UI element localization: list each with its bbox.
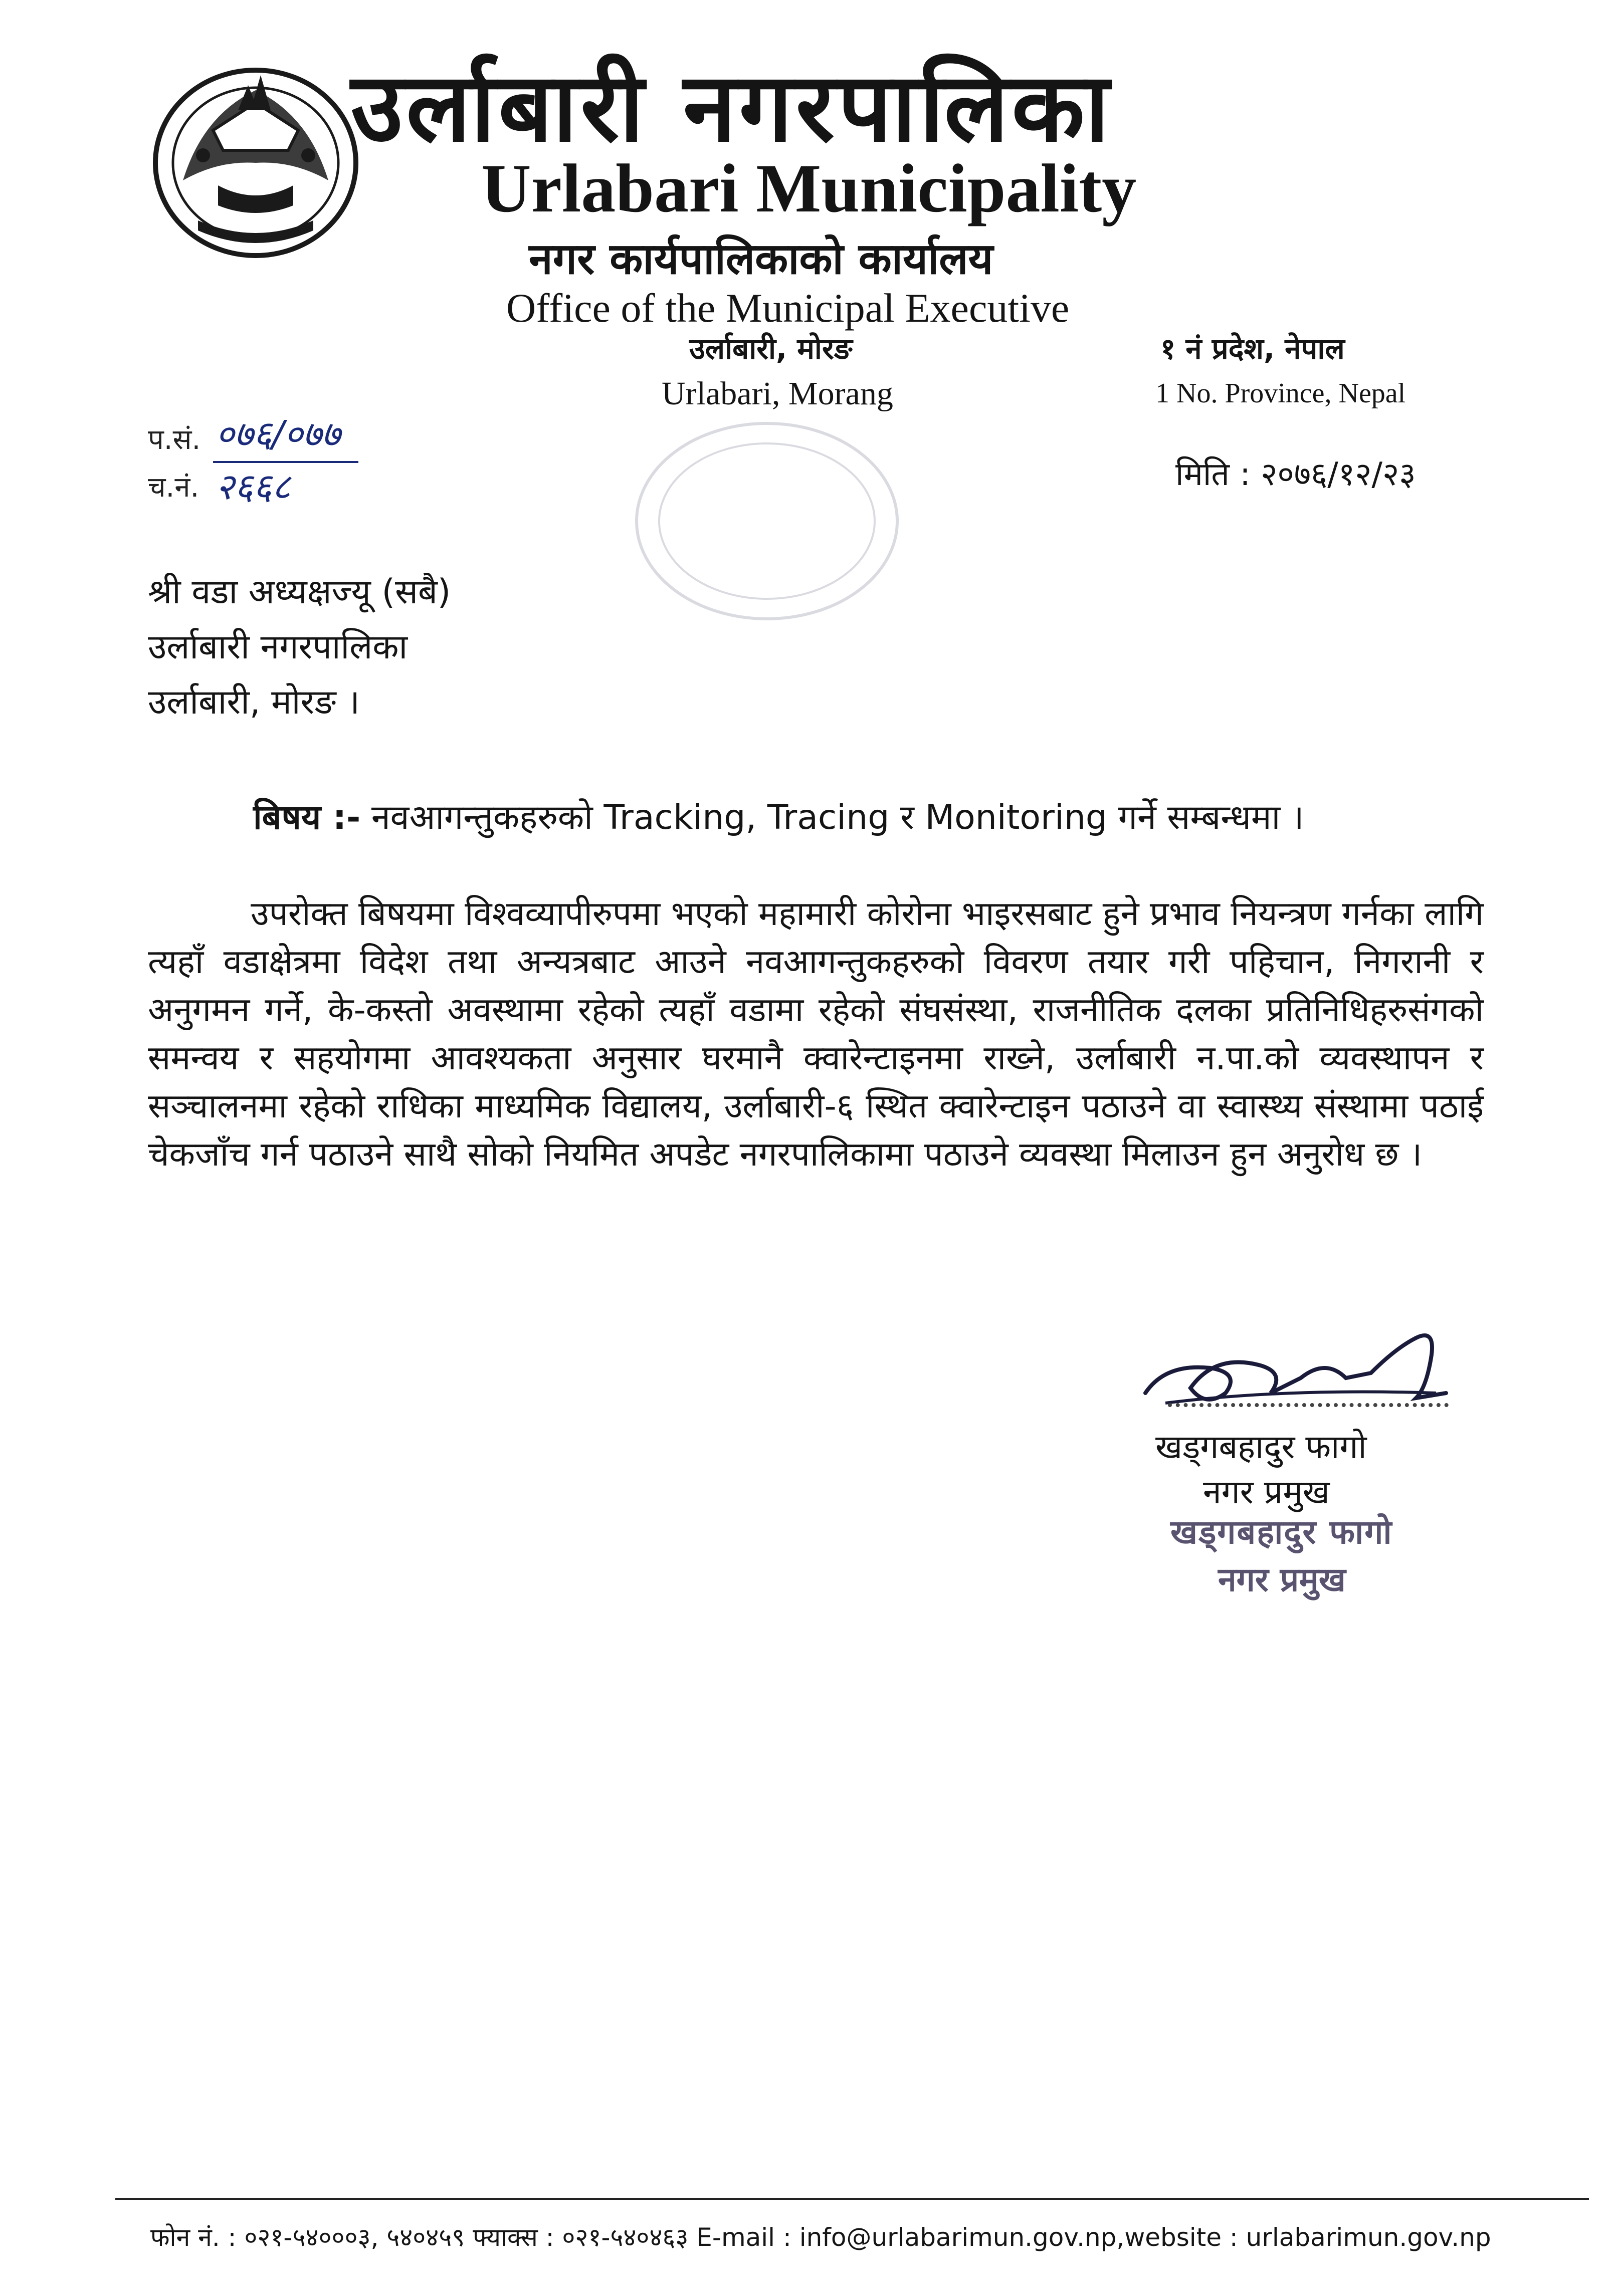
province-english: 1 No. Province, Nepal (1155, 378, 1406, 409)
office-title-english: Office of the Municipal Executive (506, 285, 1070, 331)
patra-sankhya-label: प.सं. (148, 423, 201, 456)
office-seal-stamp (627, 416, 907, 626)
nepal-emblem-icon (143, 55, 368, 266)
signer-title: नगर प्रमुख (1203, 1473, 1330, 1511)
location-english: Urlabari, Morang (662, 375, 893, 412)
letter-date: मिति : २०७६/१२/२३ (1175, 456, 1416, 493)
office-title-nepali: नगर कार्यपालिकाको कार्यालय (529, 234, 993, 284)
handwritten-signature (1135, 1318, 1476, 1423)
signature-dotted-line (1168, 1403, 1449, 1407)
recipient-line-3: उर्लाबारी, मोरङ । (148, 682, 360, 722)
stamp-signer-title: नगर प्रमुख (1218, 1560, 1346, 1599)
location-nepali: उर्लाबारी, मोरङ (689, 332, 853, 366)
municipality-title-nepali: उर्लाबारी नगरपालिका (351, 52, 1113, 163)
footer-contact-info: फोन नं. : ०२१-५४०००३, ५४०४५९ फ्याक्स : ०२१-५४०४६३ E-mail : info@urlabarimun.gov.np,website : urlabarimun.gov.np (150, 2223, 1491, 2252)
subject-line (253, 798, 1304, 837)
province-nepali: १ नं प्रदेश, नेपाल (1160, 332, 1345, 366)
municipality-title-english: Urlabari Municipality (481, 150, 1137, 226)
ref-underline (213, 461, 358, 463)
recipient-line-1: श्री वडा अध्यक्षज्यू (सबै) (148, 572, 451, 612)
footer-divider (115, 2198, 1589, 2200)
chalani-number-label: च.नं. (148, 471, 199, 504)
letter-body-paragraph: उपरोक्त बिषयमा विश्वव्यापीरुपमा भएको महामारी कोरोना भाइरसबाट हुने प्रभाव नियन्त्रण गर्नका लागि त्यहाँ वडाक्षेत्रमा विदेश तथा अन्यत्रबाट आउने नवआगन्तुकहरुको विवरण तयार गरी पहिचान, निगरानी र अनुगमन गर्ने, के-कस्तो अवस्थामा रहेको त्यहाँ वडामा रहेको संघसंस्था, राजनीतिक दलका प्रतिनिधिहरुसंगको समन्वय र सहयोगमा आवश्यकता अनुसार घरमानै क्वारेन्टाइनमा राख्ने, उर्लाबारी न.पा.को व्यवस्थापन र सञ्चालनमा रहेको राधिका माध्यमिक विद्यालय, उर्लाबारी-६ स्थित क्वारेन्टाइन पठाउने वा स्वास्थ्य संस्थामा पठाई चेकजाँच गर्न पठाउने साथै सोको नियमित अपडेट नगरपालिकामा पठाउने व्यवस्था मिलाउन हुन अनुरोध छ । (148, 894, 1484, 1174)
recipient-line-2: उर्लाबारी नगरपालिका (148, 627, 408, 667)
chalani-number-value: २६६८ (216, 466, 291, 508)
stamp-signer-name: खड्गबहादुर फागो (1170, 1513, 1393, 1551)
subject-label: बिषय :- (253, 798, 361, 837)
subject-text: नवआगन्तुकहरुको Tracking, Tracing र Monitoring गर्ने सम्बन्धमा । (371, 798, 1304, 837)
patra-sankhya-value: ०७६/०७७ (216, 413, 340, 455)
signer-name: खड्गबहादुर फागो (1155, 1428, 1367, 1466)
